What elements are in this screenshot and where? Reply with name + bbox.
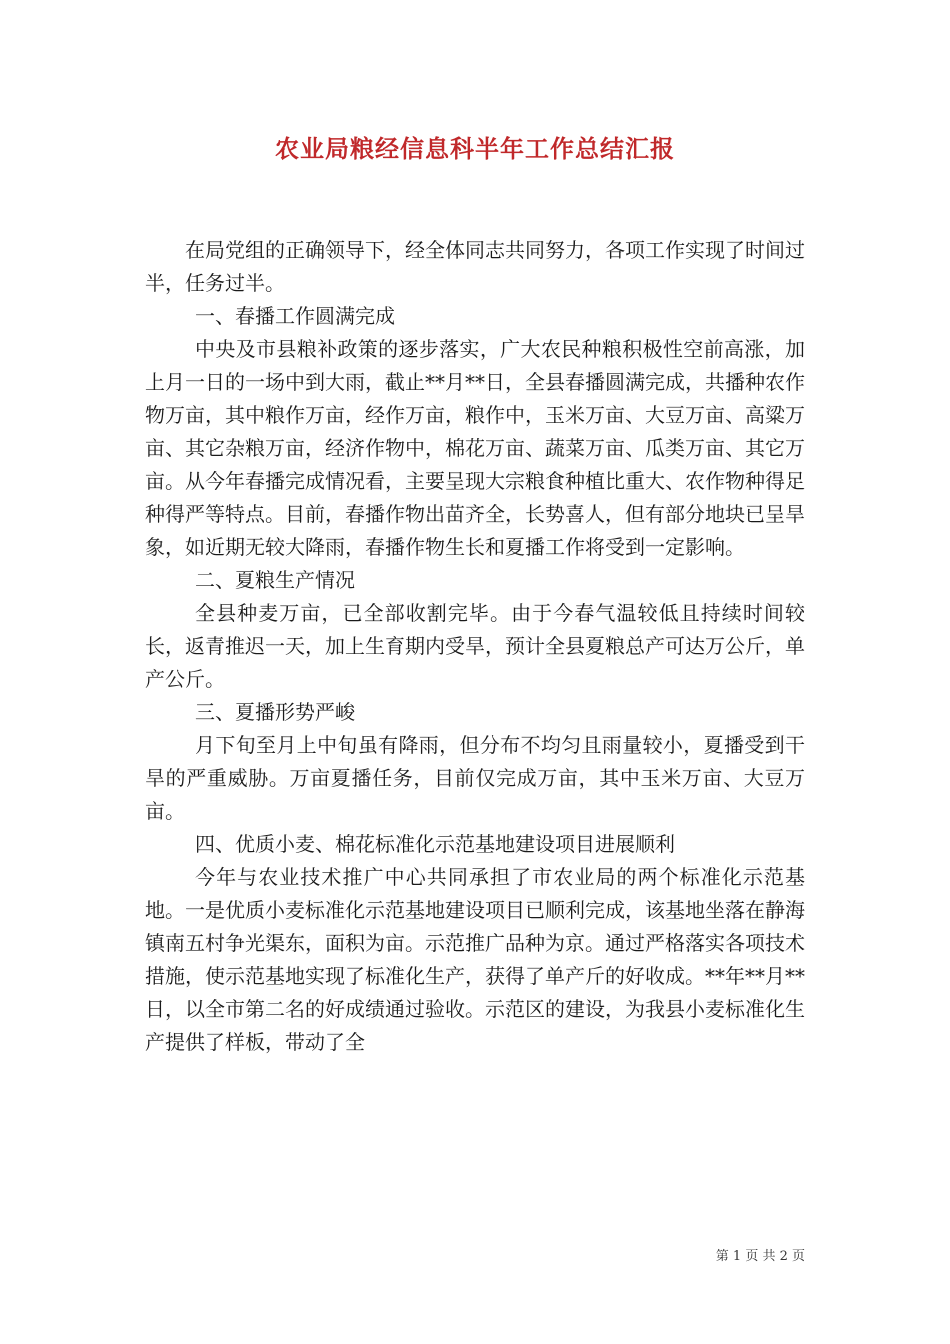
section-paragraph-3: 月下旬至月上中旬虽有降雨，但分布不均匀且雨量较小，夏播受到干旱的严重威胁。万亩夏播任务，目前仅完成万亩，其中玉米万亩、大豆万亩。 (145, 733, 805, 823)
document-title: 农业局粮经信息科半年工作总结汇报 (275, 134, 675, 163)
section-paragraph-4: 今年与农业技术推广中心共同承担了市农业局的两个标准化示范基地。一是优质小麦标准化示范基地建设项目已顺利完成，该基地坐落在静海镇南五村争光渠东，面积为亩。示范推广品种为京。通过严格落实各项技术措施，使示范基地实现了标准化生产，获得了单产斤的好收成。**年**月**日，以全市第二名的好成绩通过验收。示范区的建设，为我县小麦标准化生产提供了样板，带动了全 (145, 865, 805, 1054)
section-heading-3: 三、夏播形势严峻 (195, 700, 355, 724)
section-heading-2: 二、夏粮生产情况 (195, 568, 355, 592)
intro-paragraph: 在局党组的正确领导下，经全体同志共同努力，各项工作实现了时间过半，任务过半。 (145, 238, 805, 295)
document-body (145, 234, 805, 1059)
page-number: 第 1 页 共 2 页 (715, 1249, 805, 1264)
section-heading-4: 四、优质小麦、棉花标准化示范基地建设项目进展顺利 (195, 832, 675, 856)
section-paragraph-1: 中央及市县粮补政策的逐步落实，广大农民种粮积极性空前高涨，加上月一日的一场中到大雨，截止**月**日，全县春播圆满完成，共播种农作物万亩，其中粮作万亩，经作万亩，粮作中，玉米万亩、大豆万亩、高粱万亩、其它杂粮万亩，经济作物中，棉花万亩、蔬菜万亩、瓜类万亩、其它万亩。从今年春播完成情况看，主要呈现大宗粮食种植比重大、农作物种得足种得严等特点。目前，春播作物出苗齐全，长势喜人，但有部分地块已呈旱象，如近期无较大降雨，春播作物生长和夏播工作将受到一定影响。 (145, 337, 805, 559)
section-heading-1: 一、春播工作圆满完成 (195, 304, 395, 328)
section-paragraph-2: 全县种麦万亩，已全部收割完毕。由于今春气温较低且持续时间较长，返青推迟一天，加上生育期内受旱，预计全县夏粮总产可达万公斤，单产公斤。 (145, 601, 805, 691)
